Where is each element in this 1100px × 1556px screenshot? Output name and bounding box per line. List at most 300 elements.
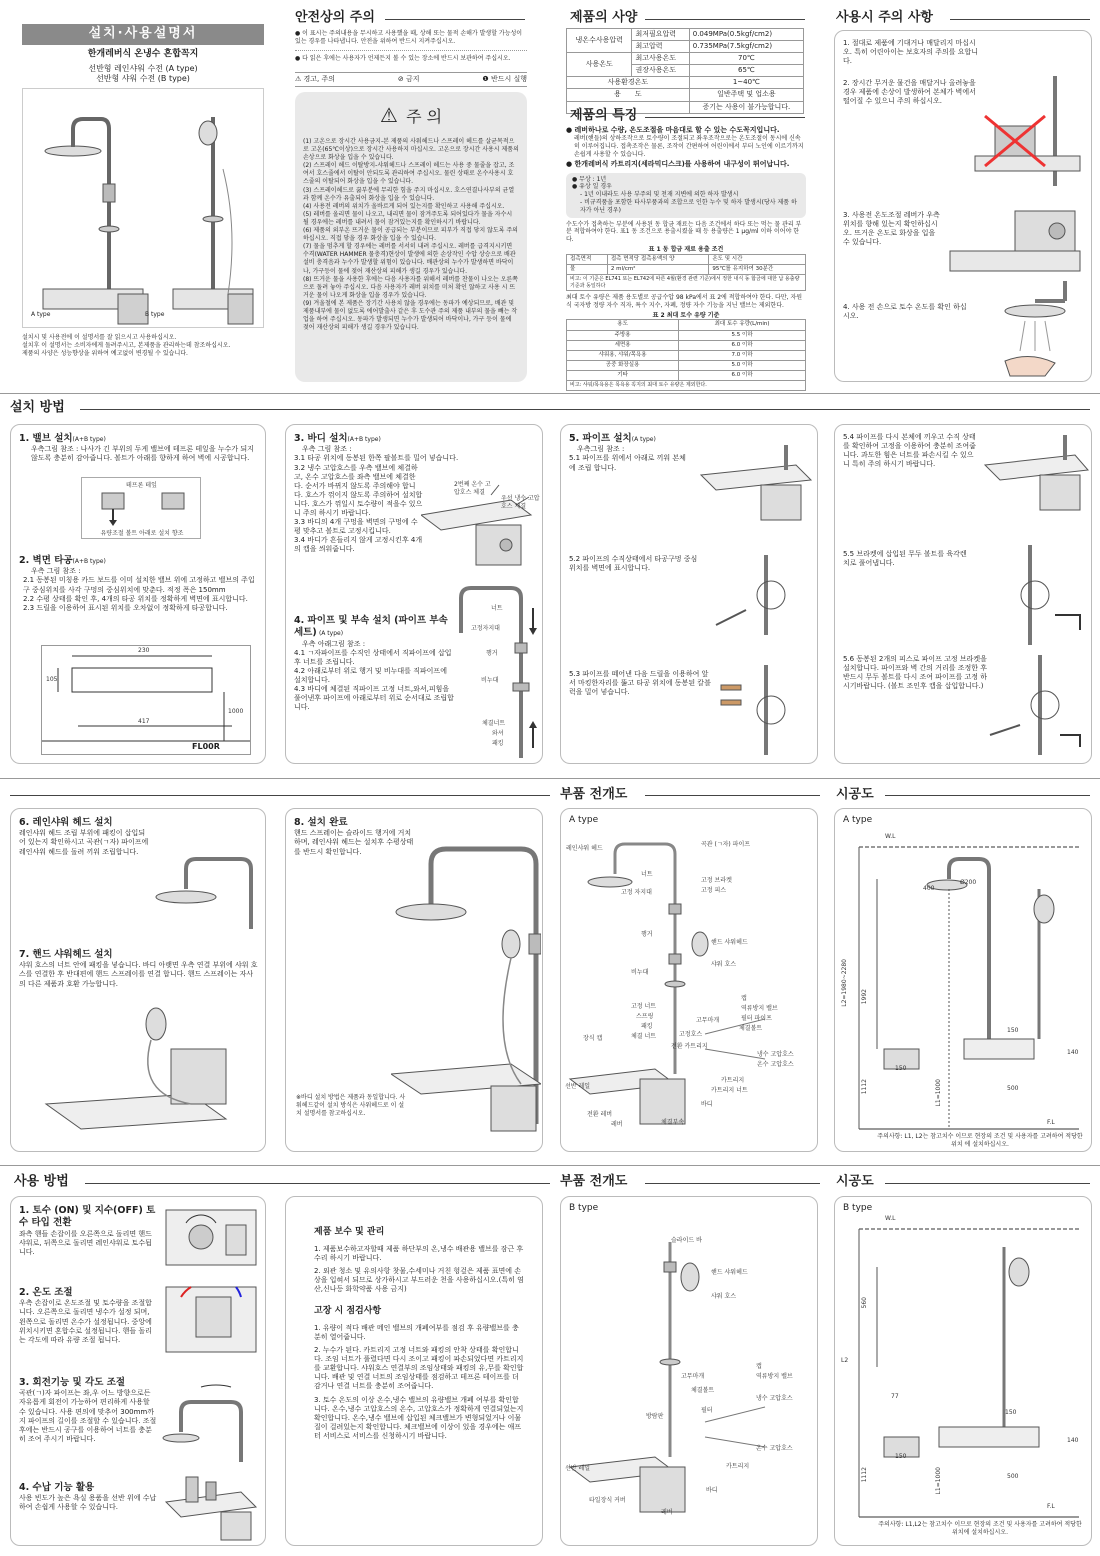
install-panel-2: [285, 424, 543, 764]
table1-cell: 접촉 면적당 접촉용액의 양: [607, 254, 708, 264]
dim-230: 230: [138, 647, 150, 654]
step-2-line: 우측 그림 참조 :: [31, 567, 81, 576]
part-label: 체결볼트: [691, 1387, 715, 1394]
part-label: 핸드 샤워헤드: [711, 939, 748, 946]
rotation-illustration: [161, 1372, 261, 1462]
part-label: 카트리지: [721, 1077, 745, 1084]
fl-label: F.L: [1047, 1119, 1055, 1126]
pipe-label: 비누대: [481, 677, 499, 684]
trouble-item: 3. 토수 온도의 이상 온수,냉수 밸브의 유량밸브 개폐 여부를 확인합니다. 온수,냉수 고압호스의 온수, 고압호스가 정확하게 연결되었는지 확인합니다. 온수,냉수 밸브에 삽입된 체크밸브가 변형되었거나 이물질이 걸려있는지 확인합니다. 체크밸브에 이상이 있을 경우에는 애프터 서비스로 서비스를 신청하시기 바랍니다.: [314, 1395, 524, 1440]
part-label: 카트리지 너트: [711, 1087, 748, 1094]
dim-label: L2: [841, 1357, 849, 1364]
pipe-mark-illustration: [711, 555, 811, 635]
cover-note: 설치후 이 설명서는 소비자에게 돌려주시고, 본제품을 관리하는데 참조하십시오.: [22, 341, 231, 349]
cover-header: 설치·사용설명서: [22, 24, 264, 45]
part-label: 고무마개: [696, 1017, 720, 1024]
caution-items: [303, 138, 519, 332]
wall-template-drawing: [42, 646, 250, 754]
part-label: 방람판: [646, 1413, 664, 1420]
dim-label: 400: [923, 885, 935, 892]
dim-105: 105: [46, 676, 58, 683]
caution-title-text: 주 의: [406, 107, 443, 126]
pipe-insert-illustration: [696, 445, 816, 525]
safety-must-label: 반드시 실행: [490, 75, 527, 83]
caution-box: [295, 92, 527, 382]
dim-label: 500: [1007, 1473, 1019, 1480]
table1-cell: 물: [567, 264, 608, 274]
step-4-line: 4.3 바디에 체결된 직파이프 고정 너트,와셔,피힘을 풀어낸후 파이프에 아래로부터 위로 순서대로 조립합니다.: [294, 685, 454, 712]
part-label: 핸드 샤워헤드: [711, 1269, 748, 1276]
spec-row: [567, 53, 804, 65]
usage-caution-4: 4. 사용 전 손으로 토수 온도를 확인 하십시오.: [843, 303, 967, 321]
parts-b-panel: [560, 1196, 818, 1546]
step-4-head: 4. 파이프 및 부속 설치 (파이프 부속세트): [294, 615, 448, 639]
part-label: 바디: [706, 1487, 718, 1494]
wall-template-figure: [41, 645, 251, 755]
feature-2-head: ● 한개레버식 카트리지(세라믹디스크)를 사용하여 내구성이 뛰어납니다.: [566, 160, 806, 169]
install-step-3: [294, 433, 459, 554]
parts-b-exploded-view: [565, 1222, 815, 1542]
table2-row: [567, 350, 806, 360]
care-item: 1. 제품보수하고자할때 제품 하단부의 온,냉수 배관용 밸브를 잠근 후 수리 하시기 바랍니다.: [314, 1244, 524, 1262]
install-step-7: [19, 949, 259, 989]
cold-hose-label: 우선 냉수 고압호스 체결: [501, 495, 540, 510]
step-6-body: 레인샤워 헤드 조립 부위에 패킹이 삽입되어 있는지 확인하시고 곡관(ㄱ자) 파이프에 레인샤워 헤드를 돌려 끼워 조립합니다.: [19, 829, 149, 856]
complete-installation-illustration: [391, 824, 541, 1144]
part-label: 고무마개: [681, 1373, 705, 1380]
table1-cell: 2 ml/cm²: [607, 264, 708, 274]
use-2-body: 우측 손잡이로 온도조절 및 토수량을 조절합니다. 오른쪽으로 돌리면 냉수가 설정 되며, 왼쪽으로 돌리면 온수가 설정됩니다. 중앙에 위치시키면 혼합수로 설정됩니다. 핸들 돌리는 각도에 따라 유량 조절 됩니다.: [19, 1299, 152, 1344]
spec-cell: 최고사용온도: [632, 53, 689, 65]
step-7-body: 샤워 호스의 너트 안에 패킹을 넣습니다. 바디 아랫면 우측 연결 부위에 샤워 호스를 연결한 후 반대편에 핸드 스프레이를 연결 합니다. 핸드 스프레이는 자사의 다른 제품과 호환 가능합니다.: [19, 961, 258, 988]
table2-cell: 비고: 샤워/목욕용은 목욕용 꼭지의 최대 토수 유량은 제외한다.: [567, 381, 806, 391]
install-title: 설치 방법: [10, 400, 65, 415]
part-label: 행거: [641, 931, 653, 938]
drawing-b-technical: [839, 1217, 1089, 1527]
part-label: 바디: [701, 1101, 713, 1108]
step-3-line: 3.1 타공 위치에 동봉된 한쪽 팔볼트를 밀어 넣습니다.: [294, 454, 459, 463]
use-step-2: [19, 1287, 157, 1345]
spec-cell: 일반주택 및 업소용: [689, 89, 803, 101]
step-7-head: 7. 핸드 샤워헤드 설치: [19, 949, 113, 960]
step-5-tag: (A type): [631, 436, 656, 443]
shelf-storage-illustration: [161, 1462, 261, 1542]
safety-intro: [295, 30, 527, 62]
pipe-label: 와셔: [492, 730, 504, 737]
use-step-3: [19, 1377, 157, 1444]
table1-title: 표 1 동 합금 재료 용출 조건: [648, 245, 724, 253]
table1-note-row: [567, 275, 806, 291]
part-label: 타일장식 커버: [589, 1497, 626, 1504]
safety-title: 안전상의 주의: [295, 10, 375, 25]
hot-hose-label: 2번째 온수 고압호스 체결: [454, 481, 491, 496]
part-label: 샤워 호스: [711, 1293, 737, 1300]
feature-1-head: ● 레버하나로 수량, 온도조절을 마음대로 할 수 있는 수도꼭지입니다.: [566, 126, 806, 135]
table2-cell: 6.0 이하: [679, 340, 806, 350]
feature-1-body: 레버(핸들)의 상하조작으로 토수량이 조절되고 좌우조작으로는 온도조절이 동시에 신속히 이루어집니다. 접촉조작은 물론, 조작이 간편하여 어린이에서 부터 노인에 이르기까지 손쉽게 사용할 수 있습니다.: [574, 135, 804, 158]
install-step-2: [19, 555, 259, 613]
features-title: 제품의 특징: [570, 108, 638, 123]
cover-notes: [22, 334, 264, 357]
cover-type-a: 선반형 레인샤워 수전 (A type): [88, 63, 198, 73]
step-2-body: [19, 567, 259, 612]
use-panel: [10, 1196, 266, 1546]
table1-cell: 온도 및 시간: [709, 254, 806, 264]
use-4-head: 4. 수납 기능 활용: [19, 1482, 95, 1493]
use-3-body: 곡관(ㄱ)자 파이프는 좌,우 어느 방향으로든 자유롭게 회전이 가능하여 편리하게 사용할 수 있습니다. 사용 편의에 맞추어 300mm까지 파이프의 길이를 조절할 수 있습니다. 조절 후에는 반드시 공구를 이용하여 너트를 충분히 조여 주시기 바랍니다.: [19, 1389, 157, 1443]
step-5-line: 우측그림 참조 :: [577, 445, 625, 454]
step-2-line: 2.1 동봉된 미칭용 카드 보드를 이미 설치한 밸브 위에 고정하고 밸브의 주입구 중심위치를 사각 구멍의 중심위치에 맞춘다. 적정 폭은 150mm: [23, 576, 255, 594]
use-1-body: 좌측 핸들 손잡이를 오른쪽으로 돌리면 핸드샤워로, 뒤쪽으로 돌리면 레인샤워로 토수됩니다.: [19, 1229, 152, 1256]
warranty-line: - 비규격품을 포함한 타사부품과의 조합으로 인한 누수 및 하자 발생시(당사 제품 하자가 아닌 경우): [580, 198, 797, 214]
step-8-note: ※바디 설치 방법은 제품과 동일합니다. 사워헤드같이 설치 방식은 사워헤드로 이 설치 설명서를 참고하십시오.: [296, 1094, 406, 1117]
cover-label-b: B type: [145, 311, 165, 318]
warranty-line: - 1년 이내라도 사용 부주의 및 천재 지변에 의한 하자 발생시: [580, 191, 739, 199]
part-label: 고정 너트: [631, 1003, 657, 1010]
table2-head: [567, 320, 806, 330]
wl-label: W.L: [885, 833, 896, 840]
step-3-line: 3.4 바디가 흔들리지 않게 고정시킨후 4개의 캡을 씌워줍니다.: [294, 536, 423, 554]
step-1-tag: (A+B type): [72, 436, 106, 443]
part-label: 선반 레일: [565, 1083, 591, 1090]
spec-cell: 용 도: [567, 89, 690, 101]
table2-row: [567, 340, 806, 350]
usage-caution-panel: [834, 30, 1092, 382]
dim-label: 150: [1005, 1409, 1017, 1416]
dim-label: 560: [861, 1297, 868, 1309]
caution-box-title: [303, 102, 519, 128]
use-1-head: 1. 토수 (ON) 및 지수(OFF) 토수 타입 전환: [19, 1205, 156, 1229]
dim-label: 140: [1067, 1049, 1079, 1056]
must-icon: ❶ 반드시 실행: [482, 75, 527, 83]
caution-item: (2) 스프레이 헤드 이탈방지-샤워헤드나 스프레이 헤드는 사용 중 물줄을 잡고, 조여서 호스줄에서 이탈이 안되도록 관리하여 주십시오. 물린 상태로 온수사용시 호스줄의 이탈되어 화상을 입을 수 있습니다.: [303, 162, 515, 186]
spec-cell: 최저필요압력: [632, 29, 689, 41]
part-label: 온수 고압호스: [757, 1061, 794, 1068]
valve-caption: 유량조절 볼트 아래로 설치 향조: [100, 530, 184, 537]
part-label: 곡관 (ㄱ자) 파이프: [701, 841, 751, 848]
table2: [566, 319, 806, 390]
caution-item: (4) 사용전 레버의 위치가 올바르게 되어 있는지를 확인하고 사용해 주십시오.: [303, 202, 505, 210]
install-panel-3: [560, 424, 818, 764]
table2-cell: 기타: [567, 371, 679, 381]
step-5-3: 5.3 파이프를 떼어낸 다음 드릴을 이용하여 앞서 마킹한자리를 뚫고 타공 위치에 동봉된 칼블럭을 밀어 넣습니다.: [569, 670, 711, 697]
drawing-a-title: 시공도: [836, 787, 874, 802]
cover-note: 제품의 사양은 성능향상을 위하여 예고없이 변경될 수 있습니다.: [22, 349, 188, 357]
rain-shower-head-illustration: [146, 829, 266, 929]
parts-b-title: 부품 전개도: [560, 1174, 628, 1189]
caution-item: (6) 제품의 외부온 뜨거운 물이 공급되는 부분이므로 피부가 직접 닿지 않도록 주의 하십시오. 직접 닿을 경우 화상을 입을 수 있습니다.: [303, 227, 518, 243]
dim-label: Ø200: [960, 879, 977, 886]
anchor-insert-illustration: [711, 665, 811, 755]
drawing-b-type: B type: [843, 1203, 873, 1213]
features-body: [566, 126, 806, 391]
part-label: 캡: [741, 995, 747, 1002]
use-3-head: 3. 회전기능 및 각도 조절: [19, 1377, 126, 1388]
cover-product-image: [22, 88, 264, 328]
safety-forbid-label: 금지: [406, 75, 420, 83]
care-item: 2. 외관 청소 및 유의사항 찻물,수세미나 거친 헝겊은 제품 표면에 손상을 입혀서 되므로 상가하시고 부드러운 천을 사용하십시오.(특히 염산,신나등 화학약품 사용 금지): [314, 1266, 524, 1294]
safety-symbols: [295, 72, 527, 87]
step-4-tag: (A type): [318, 630, 344, 638]
step-8-body: 핸드 스프레이는 슬라이드 행거에 거치하며, 레인샤워 헤드는 설치후 수평상태를 반드시 확인합니다.: [294, 829, 414, 856]
step-5-head: 5. 파이프 설치: [569, 433, 632, 444]
drawing-b-title: 시공도: [836, 1174, 874, 1189]
trouble-item: 2. 누수가 된다. 카트리지 고정 너트와 패킹의 안착 상태를 확인합니다. 조임 너트가 풀렸다면 다시 조이고 패킹이 파손되었다면 카트리지를 교환합니다. 샤워호스 연결부의 조임상태와 패킹의 유,무를 확인합니다. 배관 및 연결 너트의 조임상태를 점검하고 테프론 테이프를 더감거나 연결 너트를 충분히 조여줍니다.: [314, 1346, 524, 1391]
part-label: 고정 자지대: [621, 889, 652, 896]
spec-row: [567, 89, 804, 101]
hex-wrench-illustration: [985, 545, 1085, 645]
table2-title: 표 2 최대 토수 유량 기준: [652, 311, 720, 319]
spec-cell: 사용환경온도: [567, 77, 690, 89]
warranty-line: ● 무상 : 1년: [572, 176, 800, 184]
step-8-head: 8. 설치 완료: [294, 817, 348, 828]
safety-intro-2: ● 다 읽은 후에는 사용자가 언제든지 볼 수 있는 장소에 반드시 보관하여 주십시오.: [295, 55, 527, 63]
cover-section: [22, 24, 264, 360]
table2-cell: 세면용: [567, 340, 679, 350]
warranty-box: [566, 173, 806, 218]
table2-cell: 5.5 이하: [679, 330, 806, 340]
trouble-item: 1. 유량이 적다 배관 메인 밸브의 개폐여부를 점검 후 유량밸브를 충분히 열어줍니다.: [314, 1323, 519, 1341]
part-label: 체결부속: [661, 1119, 685, 1126]
care-panel: [285, 1196, 543, 1546]
table2-cell: 최대 토수 유량(L/min): [679, 320, 806, 330]
dim-label: 150: [895, 1453, 907, 1460]
dim-label: L1=1000: [935, 1079, 942, 1107]
step-5-line: 5.1 파이프를 위에서 아래로 끼워 본체에 조립 합니다.: [569, 454, 686, 472]
step-1-head: 1. 밸브 설치: [19, 433, 73, 444]
install-step-4: [294, 615, 454, 712]
caution-triangle-icon: ⚠: [379, 103, 398, 127]
table2-cell: 샤워용, 샤워/목욕용: [567, 350, 679, 360]
step-3-body: [294, 445, 459, 554]
step-4-line: 4.1 ㄱ자파이프를 수직인 상태에서 직파이프에 삽입후 너트를 조립니다.: [294, 648, 452, 666]
water-note: 수도수가 접촉하는 부분에 사용된 동 합금 재료는 다음 조건에서 하다 또는 먹는 물 관리 부분 적합하여야 한다. 표1 동 조건으로 용출시켰을 때 등 용출량은 1 μg/ml 이하 이어야 한다.: [566, 220, 802, 244]
table2-row: [567, 360, 806, 370]
caution-item: (5) 레버를 올리면 물이 나오고, 내리면 물이 잠겨주도록 되어있다가 물을 자수시 될 경우에는 레버를 내려서 물이 잠겨있는지를 확인하시기 바랍니다.: [303, 210, 513, 226]
knob-on-off-illustration: [161, 1205, 261, 1275]
dim-label: 1112: [861, 1079, 868, 1095]
pressure-note: 최대 토수 유량은 제품 용도별로 공급수압 98 kPa에서 표 2에 적합하여야 한다. 다만, 자원식 국자방 정량 자수 직자, 특수 지수, 자폐, 정량 자수 기능을 지닌 밸브는 제외한다.: [566, 294, 803, 309]
install-panel-1: [10, 424, 266, 764]
part-label: 냉수 고압호스: [757, 1051, 794, 1058]
usage-caution-3: 3. 사용전 온도조절 레버가 우측 위치를 향해 있는지 확인하십시오. 뜨거운 온도로 화상을 입을 수 있습니다.: [843, 211, 940, 247]
use-4-body: 사용 빈도가 높은 욕실 용품을 선반 위에 수납하여 손쉽게 사용할 수 있습니다.: [19, 1494, 157, 1512]
parts-a-exploded-view: [565, 834, 815, 1144]
safety-warn-label: 경고, 주의: [303, 75, 336, 83]
part-label: 냉수 고압호스: [756, 1395, 793, 1402]
bracket-fix-illustration: [985, 655, 1085, 755]
dim-label: 1112: [861, 1467, 868, 1483]
dim-label: 1992: [861, 989, 868, 1005]
table2-cell: 6.0 이하: [679, 371, 806, 381]
hand-shower-illustration: [41, 1004, 251, 1144]
table1-cell: 95℃를 유지하여 30분간: [709, 264, 806, 274]
table2-cell: 공중 화장실용: [567, 360, 679, 370]
part-label: 역류방지 밸브: [741, 1005, 778, 1012]
spec-cell: 1~40℃: [689, 77, 803, 89]
install-panel-8: [285, 808, 543, 1152]
step-5-6: 5.6 동봉된 2개의 피스로 파이프 고정 브라켓을 설치합니다. 파이프와 벽 간의 거리를 조정한 후 반드시 무두 볼트를 다시 조여 파이프를 고정 하시기바랍니다. (볼트 조인후 캡을 삽입합니다.): [843, 655, 988, 691]
step-6-head: 6. 레인샤워 헤드 설치: [19, 817, 113, 828]
install-step-1: [19, 433, 259, 464]
parts-a-title: 부품 전개도: [560, 787, 628, 802]
spec-cell: 0.049MPa(0.5kgf/cm2): [689, 29, 803, 41]
spec-title: 제품의 사양: [570, 10, 638, 25]
cover-type-b: 선반형 샤워 수전 (B type): [96, 73, 190, 83]
step-3-line: 3.2 냉수 고압호스를 우측 밸브에 체결하고, 온수 고압호스를 좌측 밸브에 체결한다. 순서가 바뀌지 않도록 주의해야 합니다. 호스가 꺾이지 않도록 주의하여 설치합니다. 호스가 꺾일시 토수량이 적을수 있으니 주의 하시기 바랍니다.: [294, 463, 423, 517]
step-1-body: 우측그림 참조 : 나사가 긴 부위의 두게 밸브에 테프론 테잎을 누수가 되지 않도록 충분히 감아줍니다. 볼트가 아래를 향하게 하여 벽에 시공합니다.: [31, 445, 254, 463]
cover-product: 한개레버식 온냉수 혼합꼭지: [87, 48, 199, 59]
part-label: 레버: [611, 1121, 623, 1128]
step-3-tag: (A+B type): [347, 436, 381, 443]
table2-cell: 주방용: [567, 330, 679, 340]
temperature-lever-illustration: [945, 201, 1085, 281]
install-step-6: [19, 817, 149, 857]
dim-1000: 1000: [228, 708, 244, 715]
step-2-line: 2.3 드릴을 이용하여 표시된 위치를 오차없이 정확하게 타공합니다.: [23, 603, 228, 612]
teflon-label: 테프론 테잎: [126, 482, 157, 489]
part-label: 체결 너트: [631, 1033, 657, 1040]
step-2-line: 2.2 수평 상태를 확인 후, 4개의 타공 위치를 정확하게 벽면에 표시합니다.: [23, 594, 248, 603]
pipe-label: 너트: [491, 605, 503, 612]
step-3-line: 3.3 바디의 4개 구멍을 벽면의 구멍에 수평 맞추고 볼트로 고정시킵니다.: [294, 518, 418, 536]
part-label: 샤워 호스: [711, 961, 737, 968]
cover-label-a: A type: [31, 311, 51, 318]
usage-caution-2: 2. 장시간 무거운 물건을 매달거나 올려놓을 경우 제품에 손상이 발생하여 본체가 벽에서 떨어질 수 있으니 주의 하십시오.: [843, 79, 976, 106]
safety-intro-1: ● 이 표시는 주의내용을 무시하고 사용했을 때, 상해 또는 물적 손해가 발생할 가능성이 있는 경우를 나타냅니다. 안전을 위하여 반드시 지켜주십시오.: [295, 30, 527, 46]
floor-label: FL00R: [192, 742, 220, 751]
part-label: 장식 캡: [583, 1035, 603, 1042]
table1-head: [567, 254, 806, 264]
trouble-title: 고장 시 점검사항: [314, 1306, 382, 1317]
spec-cell: 최고압력: [632, 41, 689, 53]
table1-cell: 비고: 이 기준은 EL741 또는 EL742에 따른 4월(환경 관련 기준)에서 정한 내식 동 합금에 대한 납 용출량 기준과 동일하다: [567, 275, 806, 291]
spec-row: [567, 29, 804, 41]
caution-item: (9) 겨울철에 본 제품은 장기간 사용치 않을 경우에는 동파가 예상되므로, 배관 및 제품내부에 물이 없도록 에어발출사 같은 후 도수관 주의 제품 내부의 물을 빼는 작업을 하여 주십시오. 동파가 발생되면 누수가 발생되어 바닥이나, 가구 등이 물에 젖어 재산상의 피해가 생길 경우가 있습니다.: [303, 299, 518, 332]
care-section: [314, 1227, 524, 1441]
wl-label: W.L: [885, 1215, 896, 1222]
table1-cell: 접촉면적: [567, 254, 608, 264]
step-2-tag: (A+B type): [72, 558, 106, 565]
pipe-label: 체결너트: [482, 720, 506, 727]
spec-cell: 권장사용온도: [632, 65, 689, 77]
spec-cell: 냉온수사용압력: [567, 29, 632, 53]
care-title: 제품 보수 및 관리: [314, 1227, 385, 1237]
step-5-4: 5.4 파이프를 다시 본체에 끼우고 수직 상태를 확인하여 고정을 이용하여 충분히 조여줍니다. 과도한 힘은 너트를 파손시킬 수 있으니 특히 주의 하시기 바랍니다.: [843, 433, 976, 469]
table2-note-row: [567, 381, 806, 391]
step-3-head: 3. 바디 설치: [294, 433, 348, 444]
drawing-a-note: 주의사항: L1, L2는 참고치수 이므로 현장의 조건 및 사용자를 고려하여 적당한 위치 에 설치하십시오.: [877, 1133, 1083, 1148]
table1: [566, 254, 806, 291]
parts-a-panel: [560, 808, 818, 1152]
parts-a-type: A type: [569, 815, 599, 825]
step-4-line: 4.2 아래로부터 위로 행거 및 비누대를 직파이프에 설치합니다.: [294, 666, 447, 685]
drawing-a-technical: [839, 829, 1089, 1139]
caution-item: (1) 고온으로 장시간 사용금지-본 제품의 사워헤드나 스프레이 헤드를 살균목적으로 고온(65℃이상)으로 장시간 사용하지 마십시오. 고온으로 장시간 사용시 제품의 손상으로 화상을 입을 수 있습니다.: [303, 138, 519, 162]
dim-label: L2=1980~2280: [841, 959, 848, 1007]
spec-cell: 증기는 사용이 불가능합니다.: [689, 101, 803, 113]
step-4-body: [294, 640, 454, 713]
spec-cell: 0.735MPa(7.5kgf/cm2): [689, 41, 803, 53]
install-step-5: [569, 433, 689, 473]
part-label: 비누대: [631, 969, 649, 976]
warranty-line: ● 유상 일 경우: [572, 183, 800, 191]
part-label: 전환 레버: [587, 1111, 613, 1118]
fl-label: F.L: [1047, 1503, 1055, 1510]
caution-item: (3) 스프레이헤드로 끓부분에 무리한 힘을 주지 마십시오. 호스연결나사부의 균열과 함께 온수가 유출되어 화상을 입을 수 있습니다.: [303, 186, 515, 202]
use-title: 사용 방법: [14, 1174, 69, 1189]
dim-417: 417: [138, 718, 150, 725]
part-label: 필터: [701, 1407, 713, 1414]
forbid-icon: ⊘ 금지: [397, 75, 420, 83]
part-label: 고정 피스: [701, 887, 727, 894]
step-5-2: 5.2 파이프의 수직상태에서 타공구멍 중심 위치를 벽면에 표시합니다.: [569, 555, 698, 573]
caution-item: (7) 물을 멈추게 할 경우에는 레버를 서서히 내려 주십시오. 레버를 급격지시키면 수격(WATER HAMMER 물충격)현상이 발생에 의한 손상작인 수압 상승으로 배관설비 충격음과 누수가 발생할 위험이 있습니다. 배관상의 누수가 발생하면 바닥이나, 가구등이 물에 젖어 재산상의 피해가 생길 경우가 있습니다.: [303, 243, 516, 275]
part-label: 스프링: [636, 1013, 654, 1020]
drawing-b-note: 주의사항: L1,L2는 참고치수 이므로 현장의 조건 및 사용자를 고려하여 적당한 위치에 설치하십시오.: [878, 1521, 1082, 1536]
pipe-label: 행거: [486, 650, 498, 657]
spec-row: [567, 77, 804, 89]
usage-caution-title: 사용시 주의 사항: [836, 10, 933, 25]
hand-water-test-illustration: [975, 281, 1085, 381]
table2-cell: 7.0 이하: [679, 350, 806, 360]
spec-cell: 70℃: [689, 53, 803, 65]
valve-figure: [81, 477, 201, 539]
temperature-knob-illustration: [161, 1282, 261, 1362]
table2-cell: 5.0 이하: [679, 360, 806, 370]
spec-cell: 65℃: [689, 65, 803, 77]
pipe-label: 패킹: [492, 740, 504, 747]
step-2-head: 2. 벽면 타공: [19, 555, 73, 566]
table1-row: [567, 264, 806, 274]
pipe-tighten-illustration: [980, 435, 1090, 515]
dim-label: 77: [891, 1393, 899, 1400]
warning-triangle-icon: ⚠ 경고, 주의: [295, 75, 336, 83]
spec-cell: 사용온도: [567, 53, 632, 77]
cover-shower-illustration: [23, 89, 263, 327]
table2-row: [567, 371, 806, 381]
dim-label: 150: [1007, 1027, 1019, 1034]
step-5-5: 5.5 브라켓에 삽입된 무두 볼트를 육각렌치로 풀어냅니다.: [843, 550, 967, 568]
part-label: 레인샤워 헤드: [566, 845, 603, 852]
usage-caution-1: 1. 절대로 제품에 기대거나 매달리지 마십시오. 특히 어린아이는 보호자의 주의를 요합니다.: [843, 39, 979, 66]
dim-label: 140: [1067, 1437, 1079, 1444]
install-panel-6-7: [10, 808, 266, 1152]
part-label: 캡: [756, 1363, 762, 1370]
step-3-line: 우측 그림 참조 :: [302, 445, 352, 454]
step-4-line: 우측 아래그림 참조 :: [302, 639, 366, 648]
spec-table: [566, 28, 804, 114]
part-label: 필터 파이프: [741, 1015, 772, 1022]
part-label: 슬라이드 바: [671, 1237, 702, 1244]
part-label: 카트리지: [726, 1463, 750, 1470]
part-label: 전환 카트리지: [671, 1043, 708, 1050]
part-label: 고정 브라켓: [701, 877, 732, 884]
pipe-label: 고정자지대: [471, 625, 500, 632]
table2-row: [567, 330, 806, 340]
table2-cell: 용도: [567, 320, 679, 330]
use-2-head: 2. 온도 조절: [19, 1287, 73, 1298]
part-label: 레버: [661, 1509, 673, 1516]
dim-label: 150: [895, 1065, 907, 1072]
drawing-b-panel: [834, 1196, 1092, 1546]
part-label: 체결볼트: [739, 1025, 763, 1032]
use-step-1: [19, 1205, 157, 1257]
caution-item: (8) 뜨거운 물을 사용한 후에는 다음 사용자를 위해서 레버를 찬물이 나오는 오른쪽으로 돌려 놓아 주십시오. 다음 사용자가 레버 위치를 미처 확인 않하고 사용 시 뜨거운 물이 나오게 화상을 입을 경우가 있습니다.: [303, 275, 518, 299]
part-label: 고정호스: [679, 1031, 703, 1038]
drawing-a-panel: [834, 808, 1092, 1152]
use-step-4: [19, 1482, 157, 1513]
